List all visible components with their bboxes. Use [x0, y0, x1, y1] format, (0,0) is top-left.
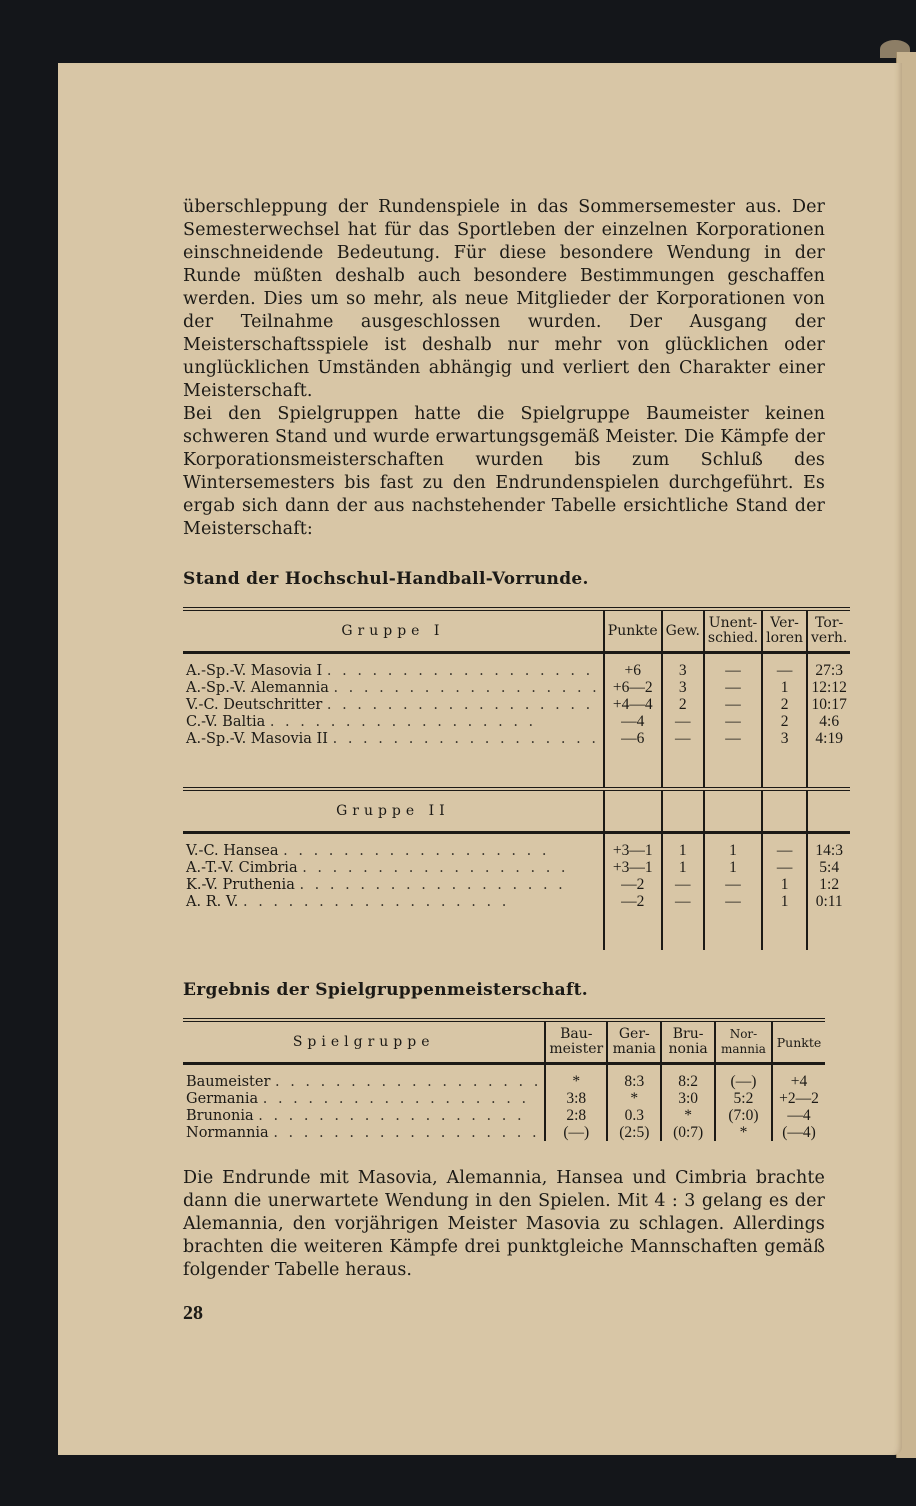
value-cell: —: [704, 662, 762, 679]
value-cell: *: [545, 1073, 607, 1090]
table-row: [183, 1124, 825, 1141]
team-name: V.-C. Deutschritter: [186, 696, 323, 713]
value-cell: 3: [762, 730, 807, 747]
team-name-cell: [183, 893, 604, 910]
col-baumeister: Bau-meister: [545, 1020, 607, 1064]
value-cell: —: [762, 859, 807, 876]
team-name-cell: [183, 696, 604, 713]
table-row: [183, 679, 850, 696]
value-cell: +3—1: [604, 842, 662, 859]
value-cell: 5:4: [807, 859, 850, 876]
team-name-cell: [183, 662, 604, 679]
spielgruppe-label: Spielgruppe: [183, 1020, 545, 1064]
table-row: [183, 730, 850, 747]
value-cell: *: [607, 1090, 661, 1107]
col-verloren: Ver-loren: [762, 609, 807, 653]
table-row: [183, 842, 850, 859]
value-cell: 0:11: [807, 893, 850, 910]
value-cell: 3: [662, 679, 704, 696]
value-cell: 8:3: [607, 1073, 661, 1090]
team-name: Brunonia: [186, 1107, 254, 1124]
leader-dots: . . . . . . . . . . . . . . . . . .: [273, 1124, 540, 1141]
team-name: A.-T.-V. Cimbria: [186, 859, 298, 876]
team-name: A.-Sp.-V. Masovia I: [186, 662, 323, 679]
group1-label: Gruppe I: [183, 609, 604, 653]
value-cell: —4: [604, 713, 662, 730]
value-cell: +3—1: [604, 859, 662, 876]
value-cell: 1: [704, 859, 762, 876]
value-cell: *: [661, 1107, 715, 1124]
value-cell: —: [704, 679, 762, 696]
value-cell: 4:19: [807, 730, 850, 747]
value-cell: —: [704, 893, 762, 910]
value-cell: (—4): [772, 1124, 825, 1141]
value-cell: (7:0): [715, 1107, 772, 1124]
leader-dots: . . . . . . . . . . . . . . . . . .: [283, 842, 550, 859]
value-cell: 1: [762, 893, 807, 910]
value-cell: —: [704, 696, 762, 713]
spielgruppen-rows: [183, 1073, 825, 1141]
value-cell: —: [662, 730, 704, 747]
value-cell: *: [715, 1124, 772, 1141]
value-cell: —: [762, 662, 807, 679]
value-cell: —: [762, 842, 807, 859]
value-cell: (—): [715, 1073, 772, 1090]
value-cell: (—): [545, 1124, 607, 1141]
leader-dots: . . . . . . . . . . . . . . . . . .: [326, 696, 594, 713]
team-name-cell: [183, 859, 604, 876]
value-cell: +2—2: [772, 1090, 825, 1107]
value-cell: 4:6: [807, 713, 850, 730]
team-name: Normannia: [186, 1124, 269, 1141]
value-cell: —6: [604, 730, 662, 747]
value-cell: 0.3: [607, 1107, 661, 1124]
team-name-cell: [183, 842, 604, 859]
group1-rows: [183, 662, 850, 747]
leader-dots: . . . . . . . . . . . . . . . . . .: [242, 893, 510, 910]
value-cell: 1: [762, 876, 807, 893]
team-name: A. R. V.: [186, 893, 239, 910]
value-cell: —: [704, 713, 762, 730]
value-cell: 1:2: [807, 876, 850, 893]
value-cell: 1: [662, 859, 704, 876]
value-cell: +4—4: [604, 696, 662, 713]
paragraph-endrunde: Die Endrunde mit Masovia, Alemannia, Hansea und Cimbria brachte dann die unerwartete Wendung in den Spielen. Mit 4 : 3 gelang es der Alemannia, den vorjährigen Meister Masovia zu schlagen. Allerdings brachten die weiteren Kämpfe drei punktgleiche Mannschaften gemäß folgender Tabelle heraus.: [183, 1168, 825, 1280]
leader-dots: . . . . . . . . . . . . . . . . . .: [326, 662, 594, 679]
team-name: K.-V. Pruthenia: [186, 876, 295, 893]
table2-header-row: [183, 1020, 825, 1064]
leader-dots: . . . . . . . . . . . . . . . . . .: [269, 713, 537, 730]
value-cell: —: [662, 876, 704, 893]
leader-dots: . . . . . . . . . . . . . . . . . .: [275, 1073, 542, 1090]
team-name-cell: [183, 730, 604, 747]
value-cell: 8:2: [661, 1073, 715, 1090]
page-content: [183, 196, 848, 1282]
value-cell: 2: [762, 713, 807, 730]
team-name-cell: [183, 713, 604, 730]
table-row: [183, 876, 850, 893]
value-cell: 1: [762, 679, 807, 696]
value-cell: —2: [604, 893, 662, 910]
team-name: A.-Sp.-V. Alemannia: [186, 679, 329, 696]
team-name: V.-C. Hansea: [186, 842, 279, 859]
table1-title: Stand der Hochschul-Handball-Vorrunde.: [183, 569, 589, 589]
team-name-cell: [183, 679, 604, 696]
value-cell: (0:7): [661, 1124, 715, 1141]
page-number: 28: [183, 1302, 203, 1324]
team-name: A.-Sp.-V. Masovia II: [186, 730, 329, 747]
table-row: [183, 1073, 825, 1090]
vorrunde-table: [183, 607, 850, 950]
spielgruppen-table: [183, 1018, 825, 1141]
team-name-cell: [183, 1073, 545, 1090]
value-cell: +4: [772, 1073, 825, 1090]
team-name-cell: [183, 876, 604, 893]
table-row: [183, 893, 850, 910]
paragraph-spielgruppen: Bei den Spielgruppen hatte die Spielgruppe Baumeister keinen schweren Stand und wurde erwartungsgemäß Meister. Die Kämpfe der Korporationsmeisterschaften wurden bis zum Schluß des Wintersemesters bis fast zu den Endrundenspielen durchgeführt. Es ergab sich dann der aus nachstehender Tabelle ersichtliche Stand der Meisterschaft:: [183, 404, 825, 539]
col-normannia: Nor-mannia: [715, 1020, 772, 1064]
leader-dots: . . . . . . . . . . . . . . . . . .: [302, 859, 569, 876]
group2-rows: [183, 842, 850, 910]
col-gew: Gew.: [662, 609, 704, 653]
value-cell: 5:2: [715, 1090, 772, 1107]
col-germania: Ger-mania: [607, 1020, 661, 1064]
table-row: [183, 1107, 825, 1124]
team-name-cell: [183, 1107, 545, 1124]
leader-dots: . . . . . . . . . . . . . . . . . .: [262, 1090, 530, 1107]
value-cell: +6—2: [604, 679, 662, 696]
table1-header-row: [183, 609, 850, 653]
value-cell: 3:0: [661, 1090, 715, 1107]
team-name: Germania: [186, 1090, 259, 1107]
value-cell: —2: [604, 876, 662, 893]
group2-header-row: [183, 789, 850, 833]
table-row: [183, 696, 850, 713]
value-cell: 2: [762, 696, 807, 713]
col-torverh: Tor-verh.: [807, 609, 850, 653]
table-row: [183, 713, 850, 730]
leader-dots: . . . . . . . . . . . . . . . . . .: [258, 1107, 525, 1124]
group2-label: Gruppe II: [183, 789, 604, 833]
team-name-cell: [183, 1124, 545, 1141]
paragraph-intro: überschleppung der Rundenspiele in das Sommersemester aus. Der Semesterwechsel hat für das Sportleben der einzelnen Korporationen einschneidende Bedeutung. Für diese besondere Wendung in der Runde müßten deshalb auch besondere Bestimmungen geschaffen werden. Dies um so mehr, als neue Mitglieder der Korporationen von der Teilnahme ausgeschlossen wurden. Der Ausgang der Meisterschaftsspiele ist deshalb nur mehr von glücklichen oder unglücklichen Umständen abhängig und verliert den Charakter einer Meisterschaft.: [183, 197, 825, 401]
col-unentschieden: Unent-schied.: [704, 609, 762, 653]
value-cell: 12:12: [807, 679, 850, 696]
value-cell: 1: [704, 842, 762, 859]
col-brunonia: Bru-nonia: [661, 1020, 715, 1064]
value-cell: —: [662, 713, 704, 730]
value-cell: —: [662, 893, 704, 910]
table-row: [183, 662, 850, 679]
team-name-cell: [183, 1090, 545, 1107]
table-row: [183, 859, 850, 876]
value-cell: —: [704, 876, 762, 893]
leader-dots: . . . . . . . . . . . . . . . . . .: [332, 730, 599, 747]
team-name: C.-V. Baltia: [186, 713, 266, 730]
value-cell: —: [704, 730, 762, 747]
value-cell: 10:17: [807, 696, 850, 713]
col-punkte: Punkte: [772, 1020, 825, 1064]
value-cell: —4: [772, 1107, 825, 1124]
value-cell: +6: [604, 662, 662, 679]
table-row: [183, 1090, 825, 1107]
value-cell: (2:5): [607, 1124, 661, 1141]
value-cell: 2: [662, 696, 704, 713]
leader-dots: . . . . . . . . . . . . . . . . . .: [299, 876, 566, 893]
value-cell: 1: [662, 842, 704, 859]
value-cell: 3:8: [545, 1090, 607, 1107]
value-cell: 3: [662, 662, 704, 679]
table2-title: Ergebnis der Spielgruppenmeisterschaft.: [183, 980, 588, 1000]
value-cell: 14:3: [807, 842, 850, 859]
col-punkte: Punkte: [604, 609, 662, 653]
value-cell: 2:8: [545, 1107, 607, 1124]
leader-dots: . . . . . . . . . . . . . . . . . .: [333, 679, 600, 696]
value-cell: 27:3: [807, 662, 850, 679]
team-name: Baumeister: [186, 1073, 271, 1090]
